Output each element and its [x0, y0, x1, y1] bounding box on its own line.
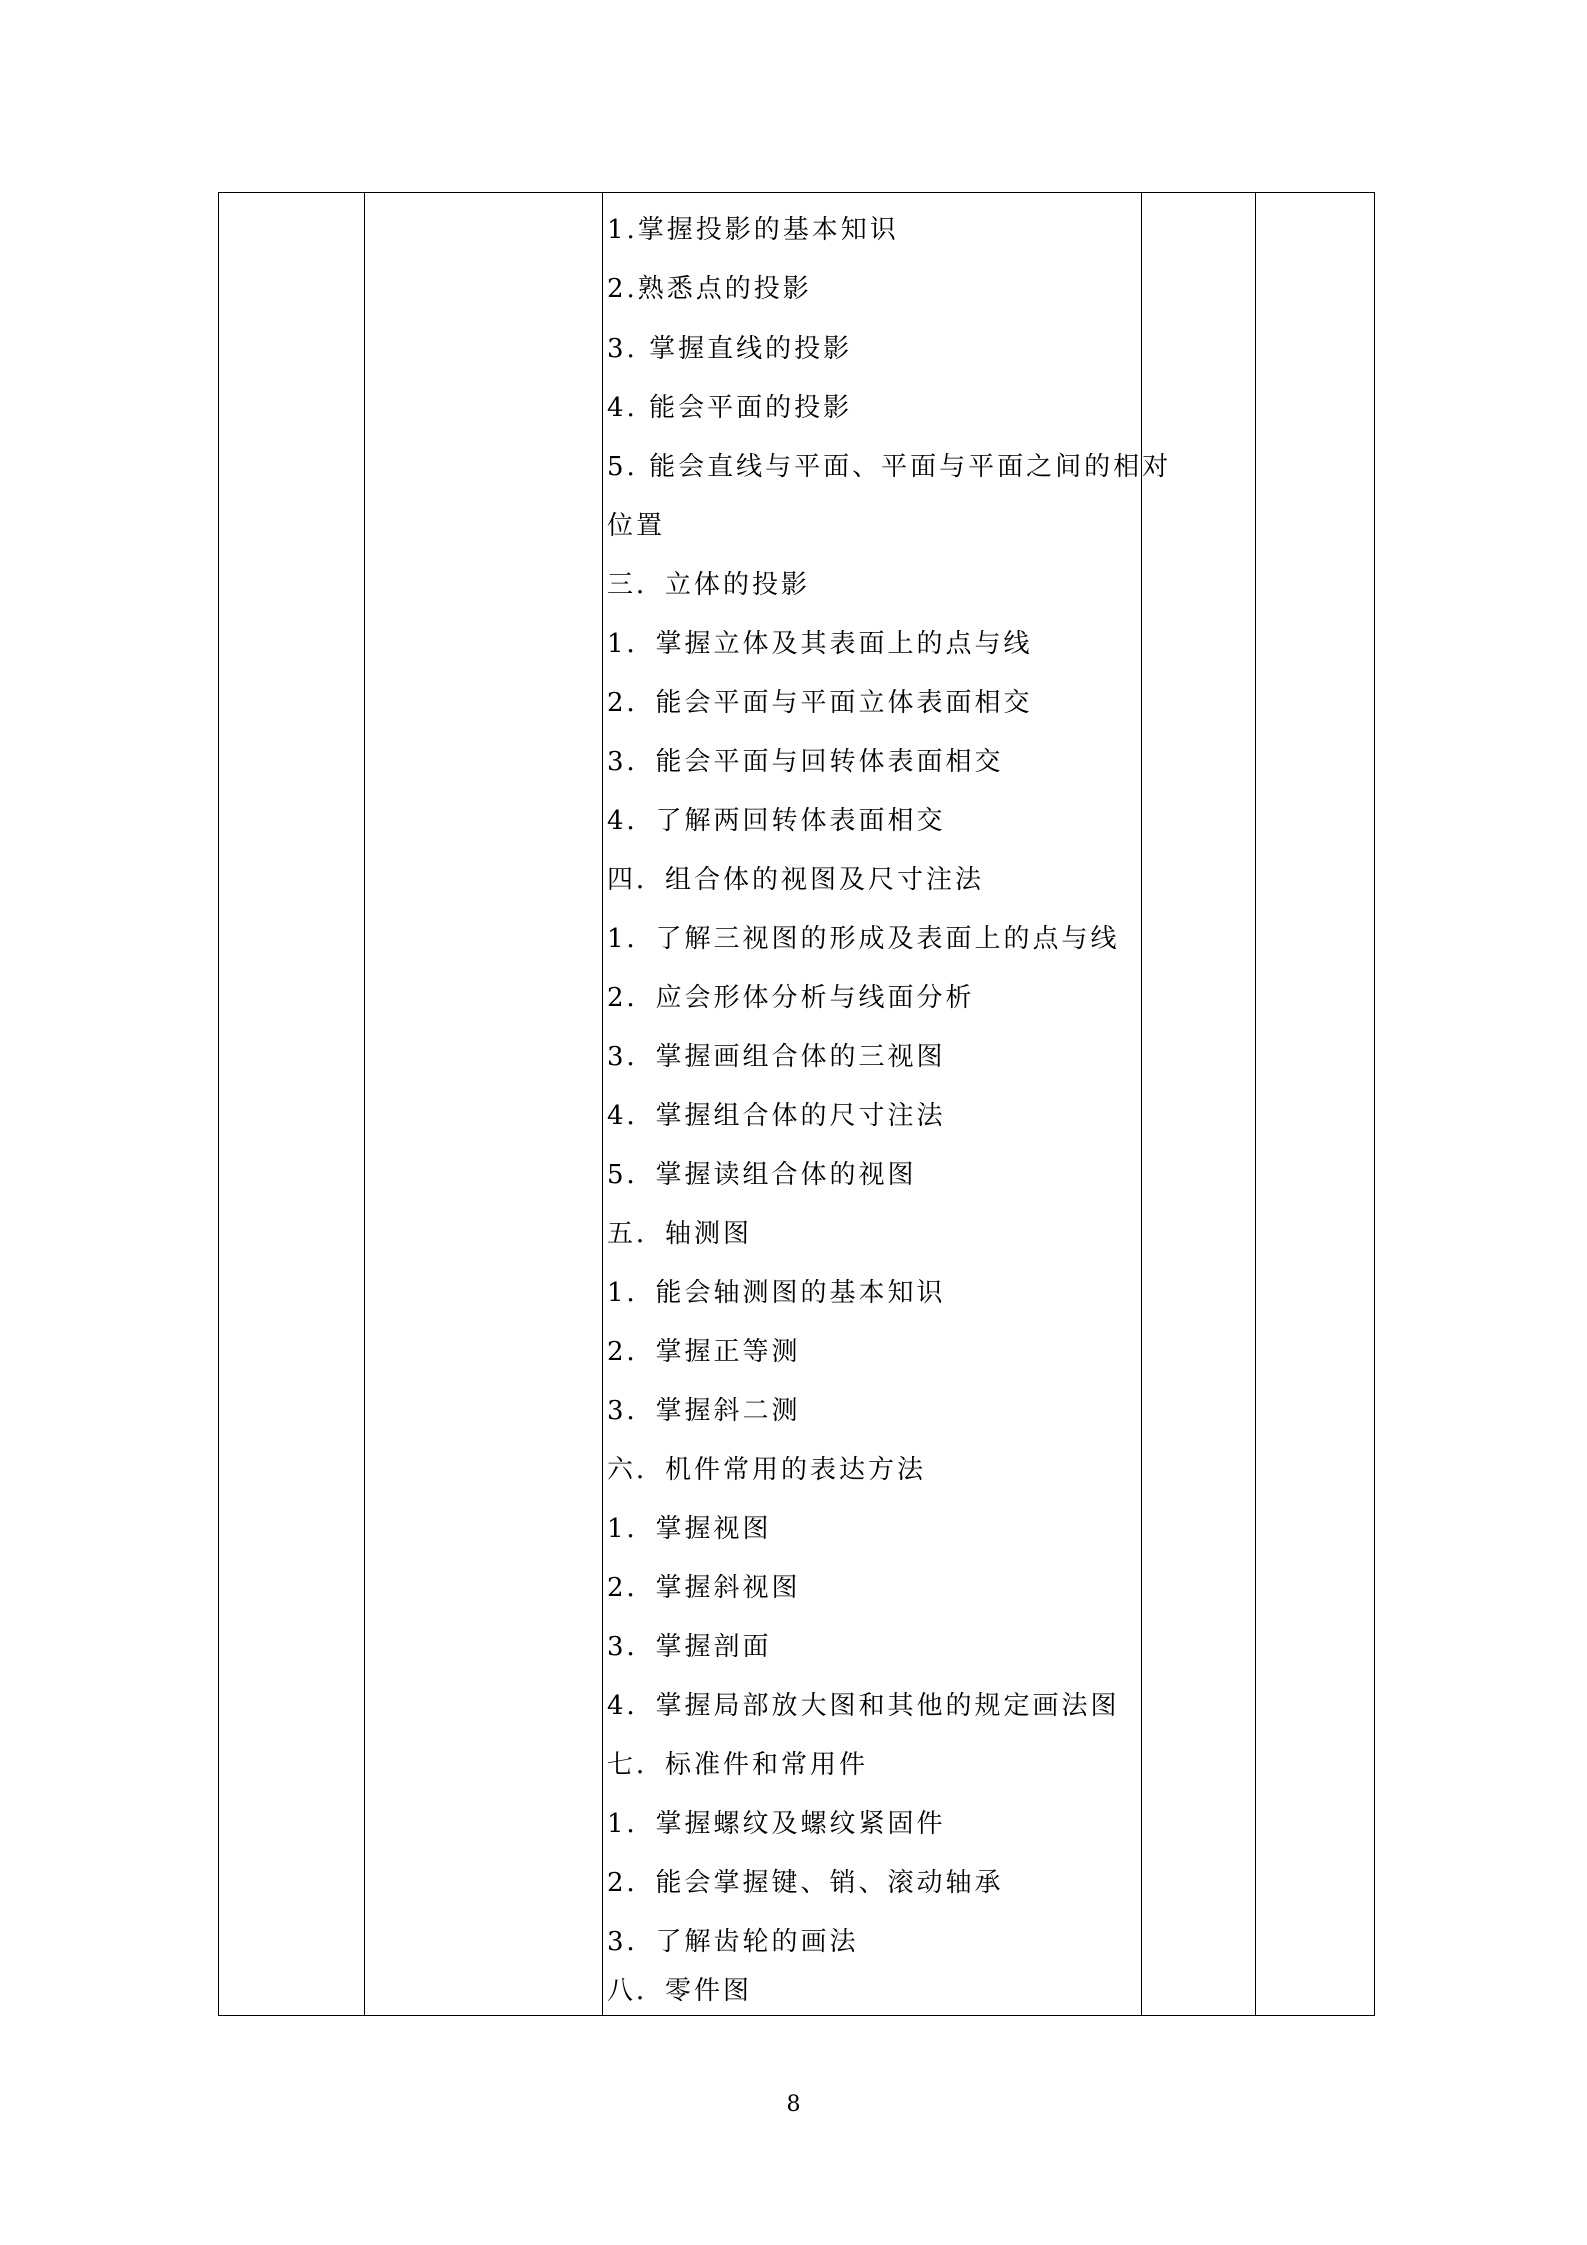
- content-line: 1.掌握投影的基本知识: [607, 215, 899, 245]
- content-line: 1．了解三视图的形成及表面上的点与线: [607, 924, 1120, 954]
- content-line: 五．轴测图: [607, 1219, 753, 1249]
- content-line: 3．掌握剖面: [607, 1632, 772, 1662]
- content-line: 三．立体的投影: [607, 570, 811, 600]
- content-line: 2.熟悉点的投影: [607, 274, 812, 304]
- content-line: 4．掌握局部放大图和其他的规定画法图: [607, 1691, 1120, 1721]
- content-line: 3. 掌握直线的投影: [607, 334, 853, 364]
- content-line: 六．机件常用的表达方法: [607, 1455, 927, 1485]
- content-line: 4. 能会平面的投影: [607, 393, 853, 423]
- content-line: 2．掌握斜视图: [607, 1573, 801, 1603]
- content-line: 3．掌握斜二测: [607, 1396, 801, 1426]
- content-line: 5．掌握读组合体的视图: [607, 1160, 917, 1190]
- page-number: 8: [786, 2092, 801, 2117]
- content-line: 1．掌握视图: [607, 1514, 772, 1544]
- content-line: 2．应会形体分析与线面分析: [607, 983, 975, 1013]
- content-line: 4．了解两回转体表面相交: [607, 806, 946, 836]
- content-line: 4．掌握组合体的尺寸注法: [607, 1101, 946, 1131]
- content-line: 1．掌握螺纹及螺纹紧固件: [607, 1809, 946, 1839]
- content-line: 3．掌握画组合体的三视图: [607, 1042, 946, 1072]
- content-line: 八．零件图: [607, 1976, 753, 2006]
- column-divider: [364, 193, 365, 2015]
- content-line: 七．标准件和常用件: [607, 1750, 869, 1780]
- course-table: [218, 192, 1375, 2016]
- content-line: 四．组合体的视图及尺寸注法: [607, 865, 985, 895]
- content-line: 1．掌握立体及其表面上的点与线: [607, 629, 1033, 659]
- content-line: 位置: [607, 511, 666, 541]
- content-line: 1．能会轴测图的基本知识: [607, 1278, 946, 1308]
- content-line: 3．了解齿轮的画法: [607, 1927, 859, 1957]
- content-line: 3．能会平面与回转体表面相交: [607, 747, 1004, 777]
- content-cell: [603, 193, 1172, 2015]
- content-line: 2．能会平面与平面立体表面相交: [607, 688, 1033, 718]
- column-divider: [1255, 193, 1256, 2015]
- content-line: 5. 能会直线与平面、平面与平面之间的相对: [607, 452, 1172, 482]
- content-line: 2．掌握正等测: [607, 1337, 801, 1367]
- content-line: 2．能会掌握键、销、滚动轴承: [607, 1868, 1004, 1898]
